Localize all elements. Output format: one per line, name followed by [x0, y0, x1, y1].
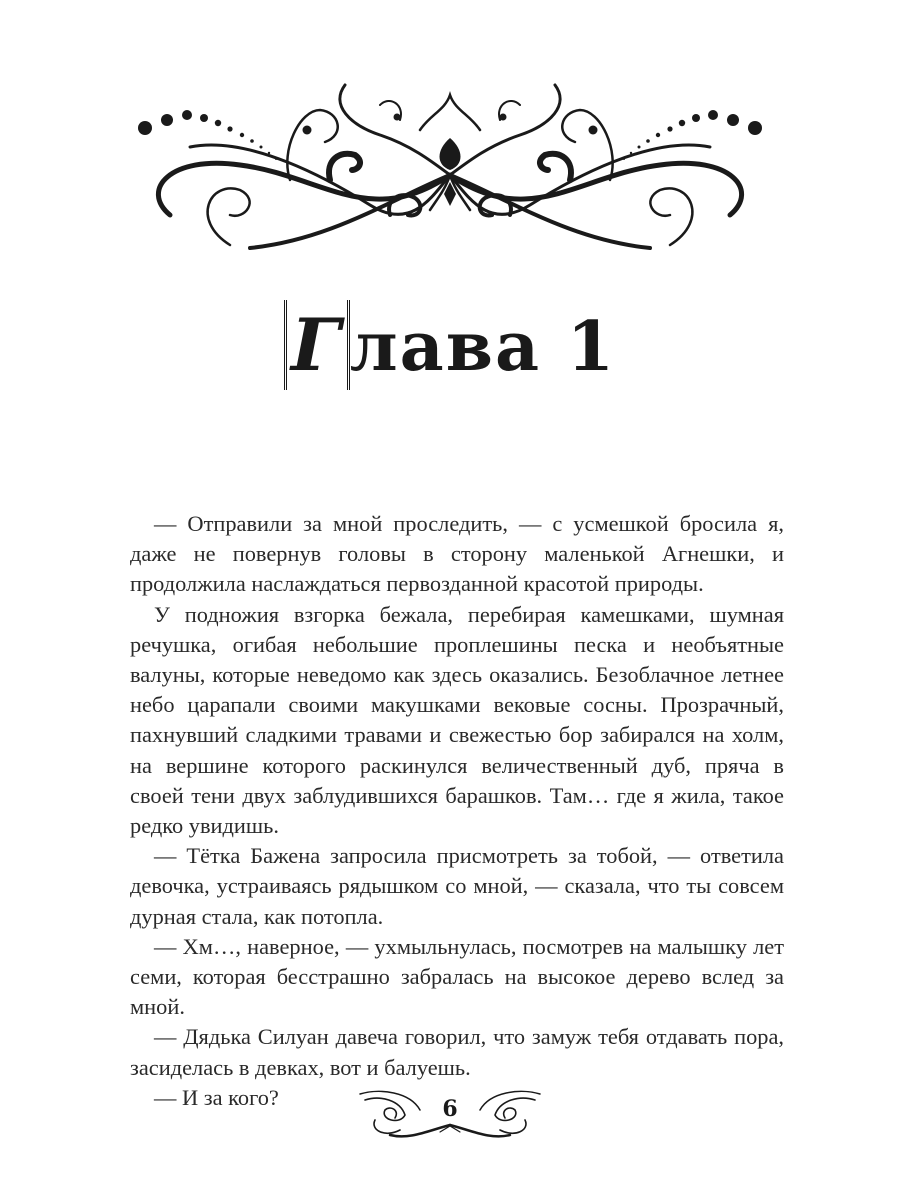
chapter-title	[0, 300, 900, 392]
ornamental-flourish-icon	[130, 70, 770, 260]
page-number: 6	[442, 1096, 458, 1122]
page-footer	[340, 1080, 560, 1150]
chapter-title-rest: лава 1	[349, 307, 617, 387]
paragraph: У подножия взгорка бежала, перебирая камешками, шумная речушка, огибая небольшие проплешины песка и необъятные валуны, которые неведомо как здесь оказались. Безоблачное летнее небо царапали своими макушками вековые сосны. Прозрачный, пахнувший сладкими травами и свежестью бор забирался на холм, на вершине которого раскинулся величественный дуб, пряча в своей тени двух заблудившихся барашков. Там… где я жила, такое редко увидишь.	[130, 601, 784, 839]
paragraph: — Отправили за мной проследить, — с усмешкой бросила я, даже не повернув головы в сторону маленькой Агнешки, и продолжила наслаждаться первозданной красотой природы.	[130, 511, 784, 597]
chapter-initial-letter: Г	[284, 300, 350, 390]
paragraph: — Тётка Бажена запросила присмотреть за тобой, — ответила девочка, устраиваясь рядышком со мной, — сказала, что ты совсем дурная стала, как потопла.	[130, 843, 784, 929]
paragraph: — И за кого?	[154, 1084, 279, 1110]
paragraph: — Хм…, наверное, — ухмыльнулась, посмотрев на малышку лет семи, которая бесстрашно забралась на высокое дерево вслед за мной.	[130, 933, 784, 1020]
chapter-body	[130, 509, 784, 1113]
paragraph: — Дядька Силуан давеча говорил, что замуж тебя отдавать пора, засиделась в девках, вот и балуешь.	[130, 1024, 784, 1080]
